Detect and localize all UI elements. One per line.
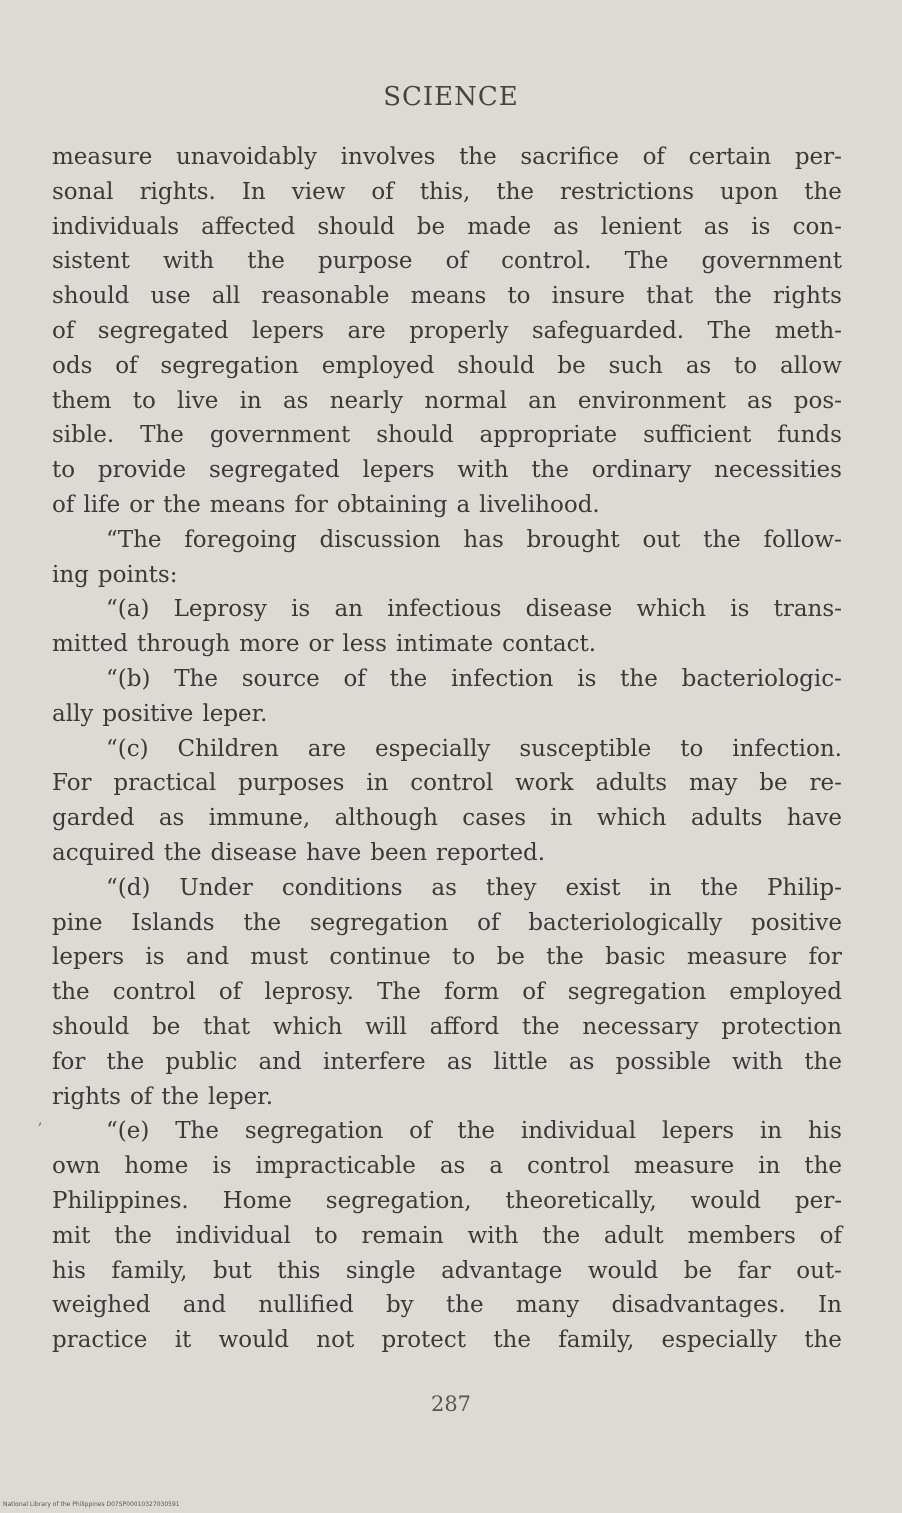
text-line: “The foregoing discussion has brought out the follow- xyxy=(106,526,842,553)
text-line: sible. The government should appropriate sufficient funds xyxy=(52,422,842,449)
text-line: “(e) The segregation of the individual lepers in his xyxy=(106,1118,842,1145)
text-line: rights of the leper. xyxy=(52,1083,274,1110)
text-line: “(a) Leprosy is an infectious disease which is trans- xyxy=(106,596,842,623)
text-line: sistent with the purpose of control. The government xyxy=(52,248,842,275)
page-number: 287 xyxy=(430,1392,472,1416)
text-line: own home is impracticable as a control measure in the xyxy=(52,1153,842,1180)
text-line: For practical purposes in control work adults may be re- xyxy=(52,770,842,797)
text-line: practice it would not protect the family, especially the xyxy=(52,1327,842,1354)
text-line: garded as immune, although cases in which adults have xyxy=(52,805,842,832)
text-line: should use all reasonable means to insure that the rights xyxy=(52,283,842,310)
text-line: of life or the means for obtaining a livelihood. xyxy=(52,491,600,518)
margin-mark: , xyxy=(38,1112,43,1128)
text-line: lepers is and must continue to be the basic measure for xyxy=(52,944,842,971)
text-line: “(c) Children are especially susceptible to infection. xyxy=(106,735,842,762)
text-line: ally positive leper. xyxy=(52,700,268,727)
text-line: them to live in as nearly normal an environment as pos- xyxy=(52,387,842,414)
text-line: Philippines. Home segregation, theoretically, would per- xyxy=(52,1187,842,1214)
text-line: the control of leprosy. The form of segregation employed xyxy=(52,979,842,1006)
text-line: measure unavoidably involves the sacrifice of certain per- xyxy=(52,144,842,170)
text-line: for the public and interfere as little as possible with the xyxy=(52,1048,842,1075)
text-line: individuals affected should be made as lenient as is con- xyxy=(52,213,842,240)
text-line: to provide segregated lepers with the ordinary necessities xyxy=(52,457,842,484)
running-header: SCIENCE xyxy=(383,82,519,112)
text-line: mitted through more or less intimate contact. xyxy=(52,631,597,658)
text-line: mit the individual to remain with the adult members of xyxy=(52,1222,842,1249)
text-line: acquired the disease have been reported. xyxy=(52,839,546,866)
text-line: “(b) The source of the infection is the bacteriologic- xyxy=(106,665,842,692)
text-line: his family, but this single advantage would be far out- xyxy=(52,1257,842,1284)
text-line: pine Islands the segregation of bacteriologically positive xyxy=(52,909,842,936)
body-text xyxy=(52,140,842,1358)
text-line: ing points: xyxy=(52,561,178,588)
text-line: of segregated lepers are properly safeguarded. The meth- xyxy=(52,317,842,344)
text-line: “(d) Under conditions as they exist in the Philip- xyxy=(106,874,842,901)
text-line: sonal rights. In view of this, the restrictions upon the xyxy=(52,178,842,205)
archive-footer: National Library of the Philippines D07SP00010327030591 xyxy=(3,1501,180,1508)
text-line: weighed and nullified by the many disadvantages. In xyxy=(52,1292,842,1319)
text-line: should be that which will afford the necessary protection xyxy=(52,1013,842,1040)
text-line: ods of segregation employed should be such as to allow xyxy=(52,352,842,379)
